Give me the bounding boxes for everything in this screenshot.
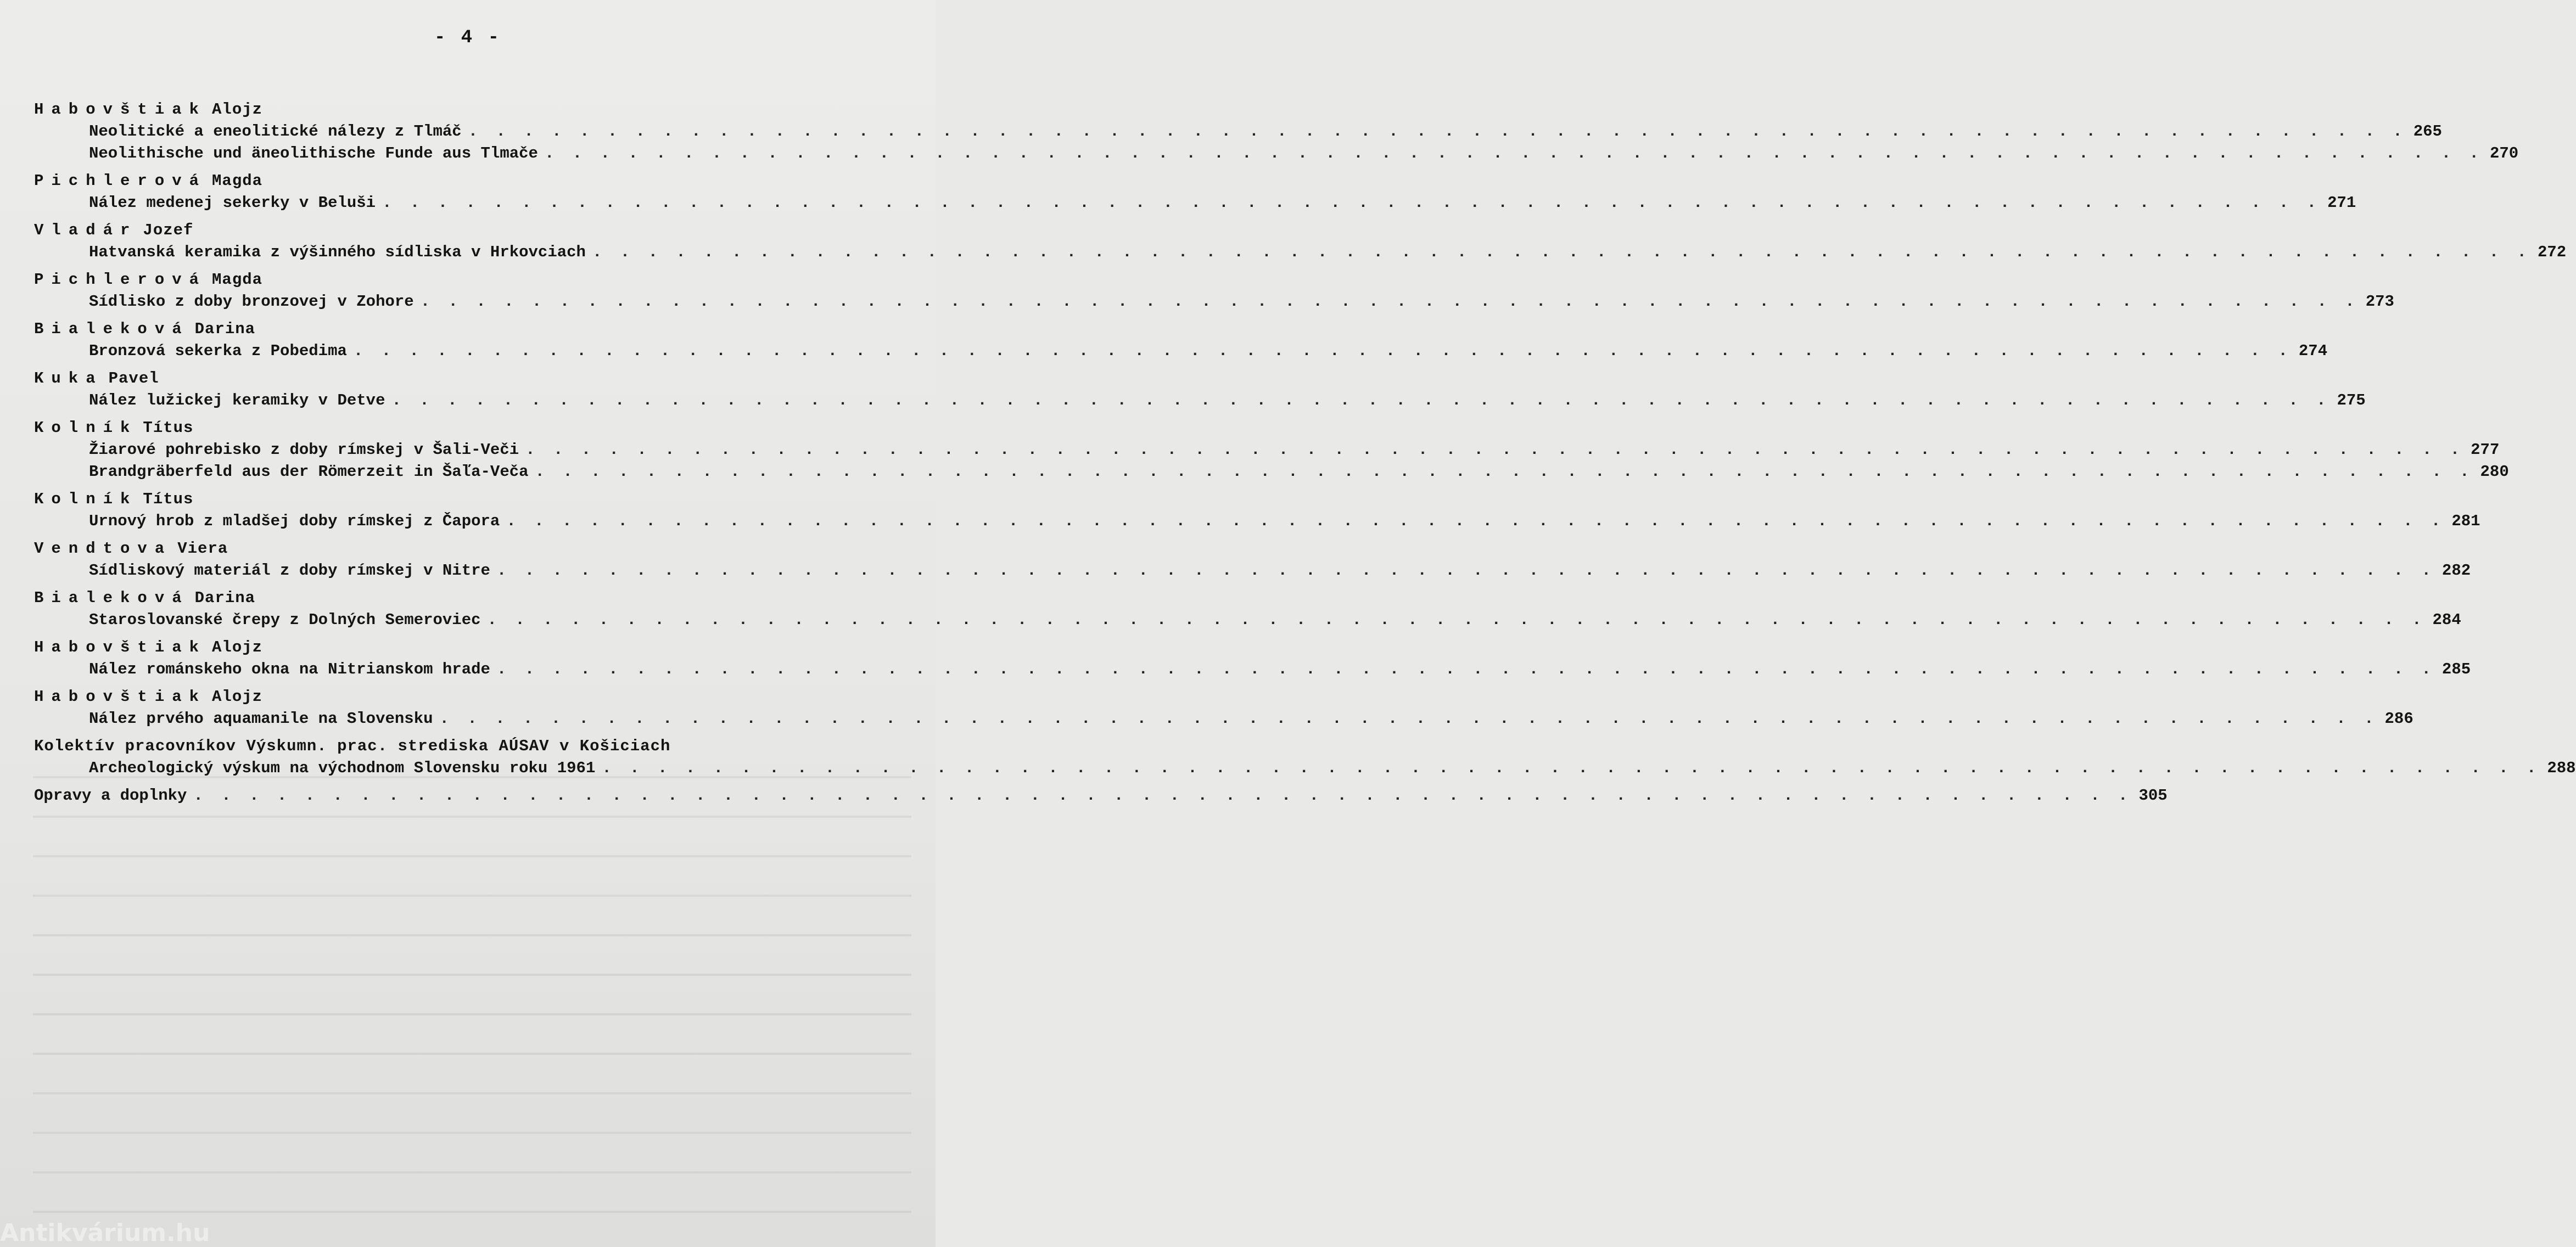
page-ref: 275 — [2337, 391, 2366, 409]
dot-leader: . . . . . . . . . . . . . . . . . . . . . . . . . . . . . . . . . . . . . . . . . . . . . . . . . . . . . . . . . . . . . . . . . . . . . . — [496, 561, 2435, 580]
toc-entry — [34, 686, 2413, 730]
toc-line — [34, 659, 2471, 681]
author-name — [34, 269, 912, 291]
page-ref: 280 — [2480, 463, 2509, 481]
article-title: Neolithische und äneolithische Funde aus Tlmače — [89, 144, 538, 162]
toc-line — [34, 560, 2471, 582]
article-title: Archeologický výskum na východnom Slovensku roku 1961 — [89, 759, 596, 777]
author-given-name: Jozef — [143, 221, 194, 239]
article-title: Opravy a doplnky — [34, 787, 187, 805]
article-title: Nález románskeho okna na Nitrianskom hrade — [89, 660, 490, 678]
dot-leader: . . . . . . . . . . . . . . . . . . . . . . . . . . . . . . . . . . . . . . . . . . . . . . . . . . . . . . . . . . . . . . . . . . . . . . — [193, 787, 2132, 805]
toc-entry-corrections — [34, 785, 2168, 807]
toc-line — [34, 461, 2509, 483]
author-given-name: Darina — [194, 320, 256, 338]
toc-entry — [34, 538, 2471, 582]
article-title: Brandgräberfeld aus der Römerzeit in Šaľa-Veča — [89, 463, 529, 481]
author-surname: Habovštiak — [34, 688, 207, 706]
toc-line — [34, 510, 2480, 532]
dot-leader: . . . . . . . . . . . . . . . . . . . . . . . . . . . . . . . . . . . . . . . . . . . . . . . . . . . . . . . . . . . . . . . . . . . . . . — [420, 293, 2359, 311]
toc-line — [34, 390, 2366, 412]
dot-leader: . . . . . . . . . . . . . . . . . . . . . . . . . . . . . . . . . . . . . . . . . . . . . . . . . . . . . . . . . . . . . . . . . . . . . . — [391, 391, 2331, 409]
author-name — [34, 637, 912, 659]
author-given-name: Títus — [143, 490, 194, 508]
show-through-text — [33, 757, 911, 1229]
author-name — [34, 417, 912, 439]
toc-entry — [34, 99, 2519, 165]
toc-entry — [34, 637, 2471, 681]
toc-line — [34, 340, 2328, 362]
author-name — [34, 99, 912, 121]
article-title: Sídliskový materiál z doby rímskej v Nitre — [89, 561, 490, 580]
toc-line — [34, 121, 2442, 143]
author-given-name: Pavel — [108, 369, 159, 387]
dot-leader: . . . . . . . . . . . . . . . . . . . . . . . . . . . . . . . . . . . . . . . . . . . . . . . . . . . . . . . . . . . . . . . . . . . . . . — [487, 611, 2426, 629]
author-name — [34, 170, 912, 192]
toc-line — [34, 785, 2168, 807]
author-name — [34, 220, 912, 241]
author-surname: Habovštiak — [34, 638, 207, 656]
article-title: Hatvanská keramika z výšinného sídliska v Hrkovciach — [89, 243, 586, 261]
author-surname: Vladár — [34, 221, 138, 239]
collective-author: Kolektív pracovníkov Výskumn. prac. strediska AÚSAV v Košiciach — [34, 737, 671, 755]
page-ref: 305 — [2138, 787, 2168, 805]
toc-entry — [34, 220, 2567, 263]
author-surname: Pichlerová — [34, 271, 207, 289]
author-given-name: Viera — [177, 540, 228, 558]
author-name — [34, 538, 912, 560]
toc-line — [34, 143, 2519, 165]
toc-entry — [34, 269, 2394, 313]
toc-entry — [34, 417, 2509, 483]
toc-line — [34, 192, 2356, 214]
dot-leader: . . . . . . . . . . . . . . . . . . . . . . . . . . . . . . . . . . . . . . . . . . . . . . . . . . . . . . . . . . . . . . . . . . . . . . — [353, 342, 2292, 360]
toc-entry — [34, 318, 2328, 362]
table-of-contents — [34, 99, 2576, 812]
author-surname: Bialeková — [34, 320, 189, 338]
article-title: Nález medenej sekerky v Beluši — [89, 194, 376, 212]
author-given-name: Darina — [194, 589, 256, 607]
page-ref: 288 — [2547, 759, 2576, 777]
author-given-name: Alojz — [212, 100, 263, 119]
article-title: Staroslovanské črepy z Dolných Semeroviec — [89, 611, 481, 629]
author-given-name: Títus — [143, 419, 194, 437]
toc-line — [34, 609, 2461, 631]
page-ref: 286 — [2384, 710, 2413, 728]
dot-leader: . . . . . . . . . . . . . . . . . . . . . . . . . . . . . . . . . . . . . . . . . . . . . . . . . . . . . . . . . . . . . . . . . . . . . . — [602, 759, 2541, 777]
article-title: Urnový hrob z mladšej doby rímskej z Čapora — [89, 512, 500, 530]
article-title: Nález prvého aquamanile na Slovensku — [89, 710, 433, 728]
author-surname: Bialeková — [34, 589, 189, 607]
article-title: Neolitické a eneolitické nálezy z Tlmáč — [89, 122, 462, 141]
toc-line — [34, 439, 2500, 461]
author-given-name: Alojz — [212, 688, 263, 706]
page-ref: 272 — [2537, 243, 2567, 261]
dot-leader: . . . . . . . . . . . . . . . . . . . . . . . . . . . . . . . . . . . . . . . . . . . . . . . . . . . . . . . . . . . . . . . . . . . . . . — [525, 441, 2465, 459]
dot-leader: . . . . . . . . . . . . . . . . . . . . . . . . . . . . . . . . . . . . . . . . . . . . . . . . . . . . . . . . . . . . . . . . . . . . . . — [439, 710, 2378, 728]
dot-leader: . . . . . . . . . . . . . . . . . . . . . . . . . . . . . . . . . . . . . . . . . . . . . . . . . . . . . . . . . . . . . . . . . . . . . . — [496, 660, 2435, 678]
author-name — [34, 318, 912, 340]
toc-line — [34, 757, 2576, 779]
author-surname: Kolník — [34, 490, 138, 508]
page-number: - 4 - — [434, 27, 502, 48]
author-surname: Vendtova — [34, 540, 172, 558]
page-ref: 277 — [2471, 441, 2500, 459]
page-ref: 270 — [2489, 144, 2519, 162]
page-ref: 285 — [2441, 660, 2471, 678]
toc-entry — [34, 170, 2356, 214]
toc-entry — [34, 488, 2480, 532]
author-surname: Kuka — [34, 369, 103, 387]
article-title: Bronzová sekerka z Pobedima — [89, 342, 347, 360]
dot-leader: . . . . . . . . . . . . . . . . . . . . . . . . . . . . . . . . . . . . . . . . . . . . . . . . . . . . . . . . . . . . . . . . . . . . . . — [506, 512, 2445, 530]
author-surname: Habovštiak — [34, 100, 207, 119]
toc-entry — [34, 368, 2366, 412]
article-title: Sídlisko z doby bronzovej v Zohore — [89, 293, 414, 311]
author-name — [34, 686, 912, 708]
article-title: Žiarové pohrebisko z doby rímskej v Šali-Veči — [89, 441, 519, 459]
author-name — [34, 488, 912, 510]
page-ref: 273 — [2365, 293, 2394, 311]
page-ref: 274 — [2298, 342, 2328, 360]
article-title: Nález lužickej keramiky v Detve — [89, 391, 385, 409]
page-ref: 284 — [2432, 611, 2461, 629]
author-given-name: Magda — [212, 172, 263, 190]
author-surname: Pichlerová — [34, 172, 207, 190]
toc-entry-collective — [34, 735, 2576, 779]
page-ref: 265 — [2413, 122, 2442, 141]
page-ref: 282 — [2441, 561, 2471, 580]
author-given-name: Alojz — [212, 638, 263, 656]
toc-entry — [34, 587, 2461, 631]
dot-leader: . . . . . . . . . . . . . . . . . . . . . . . . . . . . . . . . . . . . . . . . . . . . . . . . . . . . . . . . . . . . . . . . . . . . . . — [592, 243, 2531, 261]
toc-line — [34, 241, 2567, 263]
dot-leader: . . . . . . . . . . . . . . . . . . . . . . . . . . . . . . . . . . . . . . . . . . . . . . . . . . . . . . . . . . . . . . . . . . . . . . — [382, 194, 2321, 212]
author-surname: Kolník — [34, 419, 138, 437]
toc-line — [34, 708, 2413, 730]
dot-leader: . . . . . . . . . . . . . . . . . . . . . . . . . . . . . . . . . . . . . . . . . . . . . . . . . . . . . . . . . . . . . . . . . . . . . . — [535, 463, 2474, 481]
page-ref: 281 — [2451, 512, 2480, 530]
dot-leader: . . . . . . . . . . . . . . . . . . . . . . . . . . . . . . . . . . . . . . . . . . . . . . . . . . . . . . . . . . . . . . . . . . . . . . — [468, 122, 2407, 141]
toc-line — [34, 291, 2394, 313]
author-name — [34, 368, 912, 390]
watermark: Antikvárium.hu — [0, 1219, 210, 1247]
page-ref: 271 — [2327, 194, 2356, 212]
author-name — [34, 587, 912, 609]
author-given-name: Magda — [212, 271, 263, 289]
dot-leader: . . . . . . . . . . . . . . . . . . . . . . . . . . . . . . . . . . . . . . . . . . . . . . . . . . . . . . . . . . . . . . . . . . . . . . — [544, 144, 2483, 162]
